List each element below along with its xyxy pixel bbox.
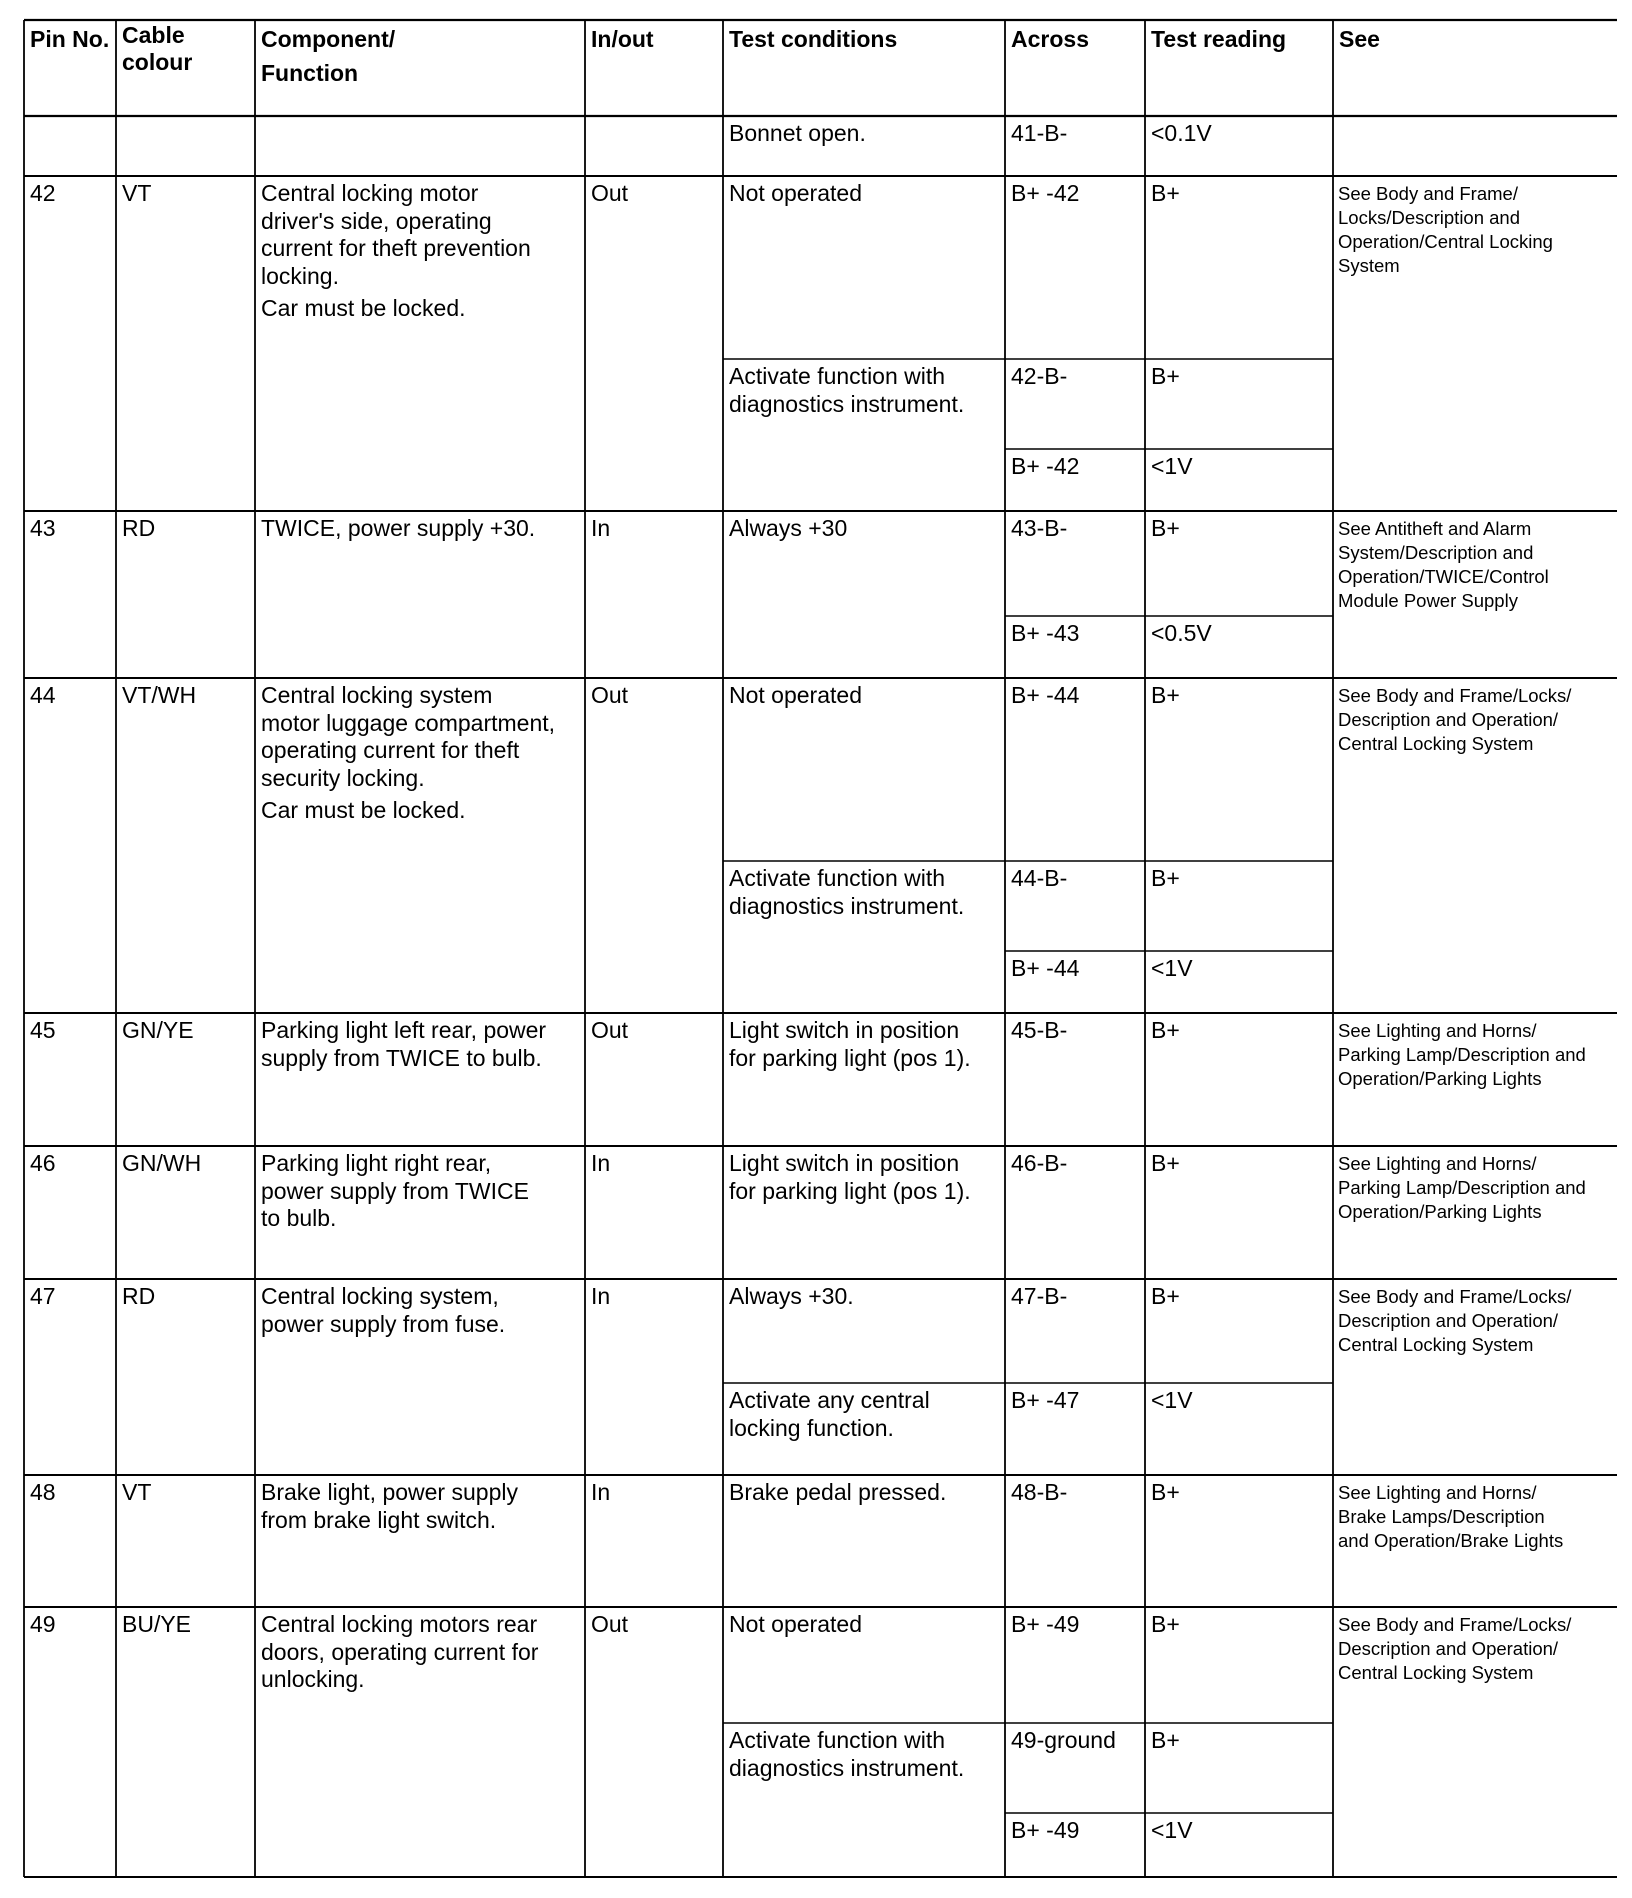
test-reading: <1V — [1151, 1387, 1193, 1413]
in-out: Out — [591, 180, 629, 206]
test-condition: Light switch in position for parking light (pos 1). — [729, 1017, 971, 1071]
test-across: 46-B- — [1011, 1150, 1068, 1176]
function-text: Central locking motor driver's side, operating current for theft prevention locking. — [261, 180, 531, 289]
see-reference: See Antitheft and Alarm System/Description and Operation/TWICE/Control Module Power Supply — [1338, 518, 1549, 611]
function-text: Central locking motors rear doors, operating current for unlocking. — [261, 1611, 539, 1692]
test-reading: <1V — [1151, 1817, 1193, 1843]
header-cable-colour: Cable colour — [122, 22, 193, 75]
header-pin-no: Pin No. — [30, 26, 110, 52]
component-function — [256, 511, 584, 678]
test-condition: Activate any central locking function. — [729, 1387, 930, 1441]
function-text: Parking light left rear, power supply from TWICE to bulb. — [261, 1017, 547, 1071]
component-function — [256, 1475, 584, 1607]
header-component-function: Component/ Function — [261, 26, 396, 86]
function-text: Brake light, power supply from brake light switch. — [261, 1479, 518, 1533]
pin-number — [25, 116, 115, 176]
test-reading: B+ — [1151, 1283, 1180, 1309]
test-across: B+ -47 — [1011, 1387, 1080, 1413]
cable-colour: VT/WH — [122, 682, 197, 708]
pin-number: 44 — [30, 682, 56, 708]
test-condition: Always +30. — [729, 1283, 854, 1309]
test-reading: B+ — [1151, 363, 1180, 389]
test-reading: <0.1V — [1151, 120, 1212, 146]
pin-number: 47 — [30, 1283, 56, 1309]
cable-colour: RD — [122, 515, 156, 541]
see-reference: See Lighting and Horns/ Parking Lamp/Description and Operation/Parking Lights — [1338, 1153, 1586, 1222]
component-function — [256, 1607, 584, 1877]
function-text: Central locking system, power supply from fuse. — [261, 1283, 506, 1337]
function-text: TWICE, power supply +30. — [261, 515, 536, 541]
cable-colour: BU/YE — [122, 1611, 192, 1637]
header-see: See — [1339, 26, 1380, 52]
see-reference: See Body and Frame/Locks/ Description and Operation/ Central Locking System — [1338, 1614, 1572, 1683]
test-reading: <1V — [1151, 955, 1193, 981]
in-out: In — [591, 1150, 611, 1176]
test-reading: B+ — [1151, 1727, 1180, 1753]
function-note: Car must be locked. — [261, 295, 466, 321]
pin-number: 45 — [30, 1017, 56, 1043]
see-reference: See Body and Frame/ Locks/Description and Operation/Central Locking System — [1338, 183, 1553, 276]
test-condition: Bonnet open. — [729, 120, 866, 146]
test-across: 44-B- — [1011, 865, 1068, 891]
test-across: B+ -49 — [1011, 1611, 1080, 1637]
test-reading: B+ — [1151, 1017, 1180, 1043]
test-reading: B+ — [1151, 682, 1180, 708]
cable-colour — [117, 116, 254, 176]
function-note: Car must be locked. — [261, 797, 466, 823]
test-reading: B+ — [1151, 865, 1180, 891]
header-in-out: In/out — [591, 26, 654, 52]
pin-number: 48 — [30, 1479, 56, 1505]
test-reading: <1V — [1151, 453, 1193, 479]
test-reading: B+ — [1151, 180, 1180, 206]
test-across: 49-ground — [1011, 1727, 1116, 1753]
test-across: 41-B- — [1011, 120, 1068, 146]
test-condition: Light switch in position for parking light (pos 1). — [729, 1150, 971, 1204]
in-out: In — [591, 515, 611, 541]
test-across: B+ -44 — [1011, 682, 1080, 708]
test-condition: Not operated — [729, 180, 862, 206]
cable-colour: VT — [122, 1479, 152, 1505]
pin-number: 49 — [30, 1611, 56, 1637]
cable-colour: RD — [122, 1283, 156, 1309]
test-across: 45-B- — [1011, 1017, 1068, 1043]
component-function — [256, 116, 584, 176]
test-across: B+ -42 — [1011, 180, 1080, 206]
cable-colour: VT — [122, 180, 152, 206]
test-reading: B+ — [1151, 1611, 1180, 1637]
see-reference: See Body and Frame/Locks/ Description and Operation/ Central Locking System — [1338, 1286, 1572, 1355]
see-reference — [1334, 116, 1617, 176]
function-text: Parking light right rear, power supply from TWICE to bulb. — [261, 1150, 529, 1231]
test-condition: Activate function with diagnostics instrument. — [729, 1727, 965, 1781]
test-reading: B+ — [1151, 515, 1180, 541]
cable-colour: GN/YE — [122, 1017, 194, 1043]
cable-colour: GN/WH — [122, 1150, 202, 1176]
pin-number: 43 — [30, 515, 56, 541]
header-test-reading: Test reading — [1151, 26, 1287, 52]
in-out: Out — [591, 1611, 629, 1637]
see-reference: See Body and Frame/Locks/ Description and Operation/ Central Locking System — [1338, 685, 1572, 754]
pin-number: 42 — [30, 180, 56, 206]
function-text: Central locking system motor luggage compartment, operating current for theft security locking. — [261, 682, 556, 791]
see-reference: See Lighting and Horns/ Parking Lamp/Description and Operation/Parking Lights — [1338, 1020, 1586, 1089]
test-condition: Not operated — [729, 682, 862, 708]
header-across: Across — [1011, 26, 1089, 52]
in-out: In — [591, 1479, 611, 1505]
test-across: 43-B- — [1011, 515, 1068, 541]
in-out: In — [591, 1283, 611, 1309]
in-out: Out — [591, 1017, 629, 1043]
component-function — [256, 678, 584, 1013]
test-across: B+ -44 — [1011, 955, 1080, 981]
component-function — [256, 1013, 584, 1146]
test-across: B+ -42 — [1011, 453, 1080, 479]
test-condition: Activate function with diagnostics instrument. — [729, 363, 965, 417]
see-reference: See Lighting and Horns/ Brake Lamps/Description and Operation/Brake Lights — [1338, 1482, 1564, 1551]
component-function — [256, 176, 584, 511]
pin-number: 46 — [30, 1150, 56, 1176]
component-function — [256, 1146, 584, 1279]
test-condition: Not operated — [729, 1611, 862, 1637]
header-test-conditions: Test conditions — [729, 26, 898, 52]
test-across: B+ -43 — [1011, 620, 1080, 646]
test-across: 47-B- — [1011, 1283, 1068, 1309]
test-condition: Activate function with diagnostics instrument. — [729, 865, 965, 919]
test-across: 48-B- — [1011, 1479, 1068, 1505]
test-reading: <0.5V — [1151, 620, 1212, 646]
test-condition: Brake pedal pressed. — [729, 1479, 947, 1505]
test-reading: B+ — [1151, 1479, 1180, 1505]
in-out — [586, 116, 722, 176]
in-out: Out — [591, 682, 629, 708]
test-condition: Always +30 — [729, 515, 848, 541]
test-across: 42-B- — [1011, 363, 1068, 389]
component-function — [256, 1279, 584, 1475]
test-across: B+ -49 — [1011, 1817, 1080, 1843]
test-reading: B+ — [1151, 1150, 1180, 1176]
